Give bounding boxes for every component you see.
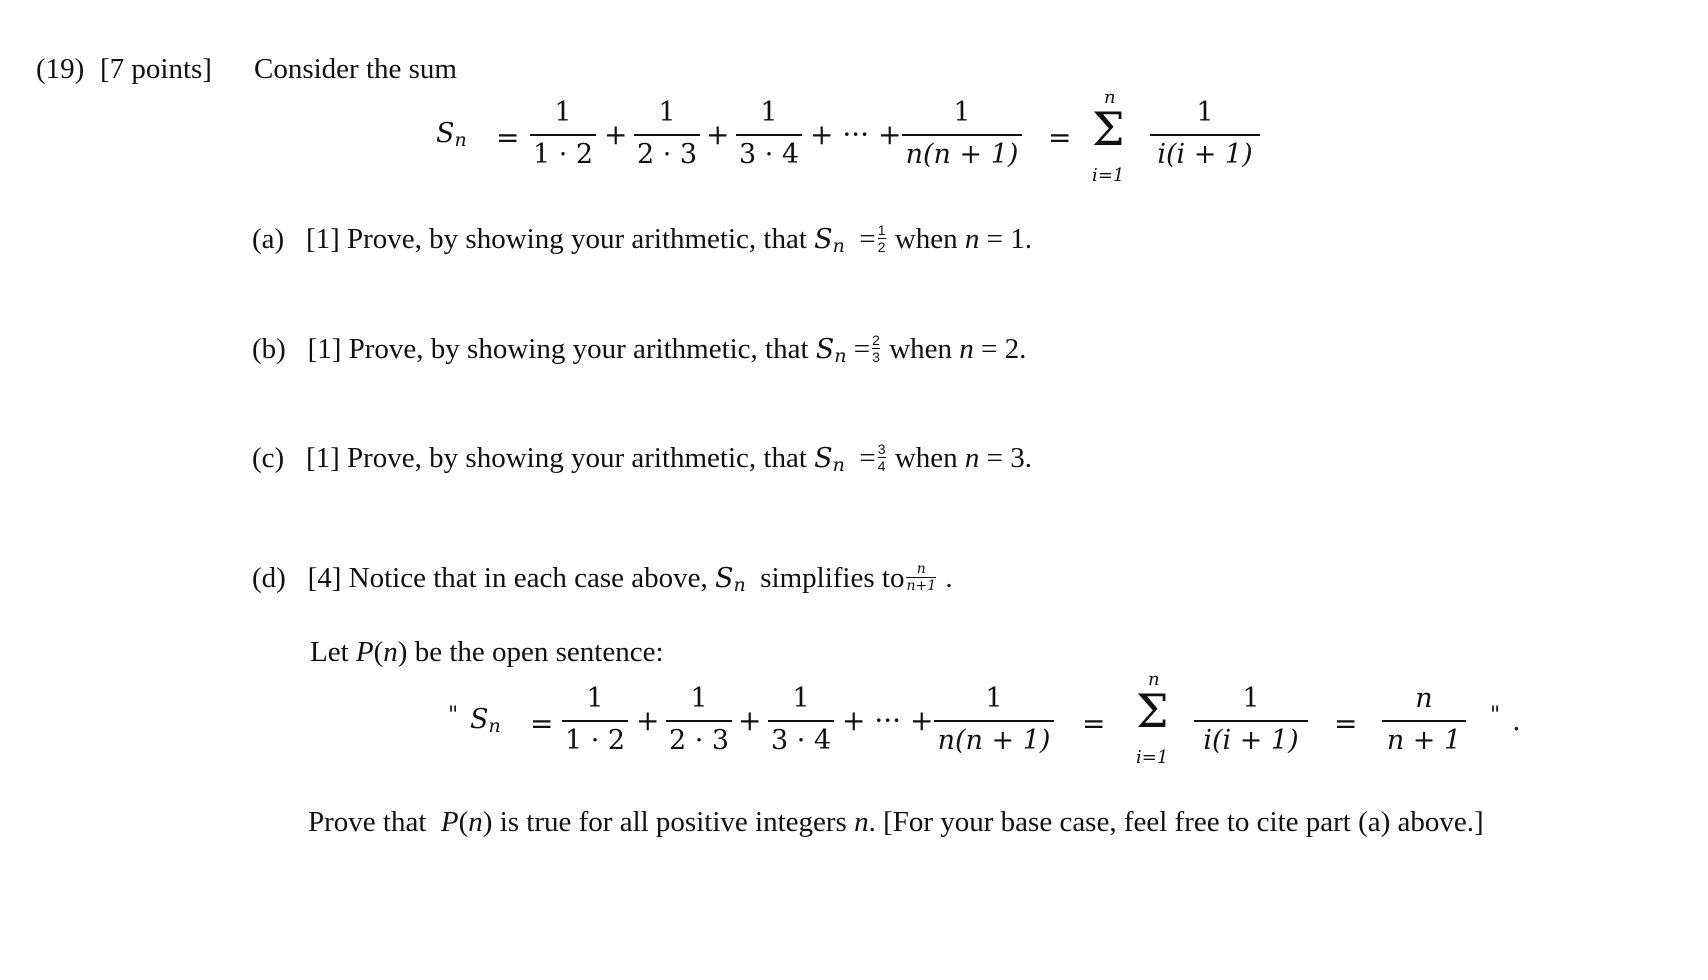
part-c-label: (c) [252,442,285,474]
equals-sign: = [1334,707,1358,740]
fraction-summand: 1 i(i + 1) [1194,682,1308,758]
part-b: (b) [1] Prove, by showing your arithmetic, that $S_n$ = $\frac{2}{3}$ when n = 2. [252,331,1027,367]
fraction-3-4: 1 3 · 4 [768,682,834,758]
part-b-label: (b) [252,333,286,365]
part-a-text: [1] Prove, by showing your arithmetic, that [305,223,807,255]
part-d-label: (d) [252,562,286,594]
sigma-symbol: Σ [1092,102,1125,156]
equals-sign: = [1082,707,1106,740]
sn-symbol: $S_n$ [470,704,501,737]
plus-dots: + ··· + [842,704,934,737]
part-d: (d) [4] Notice that in each case above, $S_n$ simplifies to $\frac{n}{n+1}$ . [252,560,953,596]
plus-sign: + [636,704,660,737]
sigma-upper-limit: n [1104,87,1116,108]
equals-sign: = [1048,121,1072,154]
part-b-text: [1] Prove, by showing your arithmetic, that [307,333,809,365]
sigma-lower-limit: i=1 [1092,165,1125,186]
plus-sign: + [738,704,762,737]
plus-dots: + ··· + [810,118,902,151]
sigma-upper-limit: n [1148,669,1160,690]
part-c-text: [1] Prove, by showing your arithmetic, that [305,442,807,474]
question-points: [7 points] [100,53,212,85]
fraction-general-term: 1 n(n + 1) [902,96,1022,172]
part-d-text: [4] Notice that in each case above, [307,562,708,594]
sigma-symbol: Σ [1136,684,1169,738]
part-a: (a) [1] Prove, by showing your arithmetic, that $S_n$ = $\frac{1}{2}$ when n = 1. [252,221,1032,257]
prove-statement: Prove that P(n) is true for all positive integers n. [For your base case, feel free to cite part (a) above.] [308,806,1484,838]
fraction-2-3: 1 2 · 3 [666,682,732,758]
let-statement: Let P(n) be the open sentence: [310,636,664,668]
final-period: . [1512,704,1521,737]
sn-symbol: $S_n$ [436,118,467,151]
fraction-general-term: 1 n(n + 1) [934,682,1054,758]
part-c: (c) [1] Prove, by showing your arithmetic, that $S_n$ = $\frac{3}{4}$ when n = 3. [252,440,1032,476]
plus-sign: + [706,118,730,151]
question-intro: Consider the sum [254,53,457,85]
question-number: (19) [36,53,85,85]
sigma-lower-limit: i=1 [1136,747,1169,768]
equals-sign: = [496,121,520,154]
close-quote: " [1490,703,1501,728]
part-a-fraction: $\frac{1}{2}$ [877,221,886,255]
part-d-fraction: $\frac{n}{n+1}$ [906,560,937,594]
plus-sign: + [604,118,628,151]
fraction-3-4: 1 3 · 4 [736,96,802,172]
fraction-1-2: 1 1 · 2 [562,682,628,758]
fraction-2-3: 1 2 · 3 [634,96,700,172]
open-quote: " [448,703,459,728]
fraction-summand: 1 i(i + 1) [1150,96,1260,172]
equals-sign: = [530,707,554,740]
part-b-fraction: $\frac{2}{3}$ [872,331,880,365]
part-c-fraction: $\frac{3}{4}$ [877,440,886,474]
fraction-1-2: 1 1 · 2 [530,96,596,172]
fraction-closed-form: n n + 1 [1382,682,1466,758]
part-a-label: (a) [252,223,285,255]
